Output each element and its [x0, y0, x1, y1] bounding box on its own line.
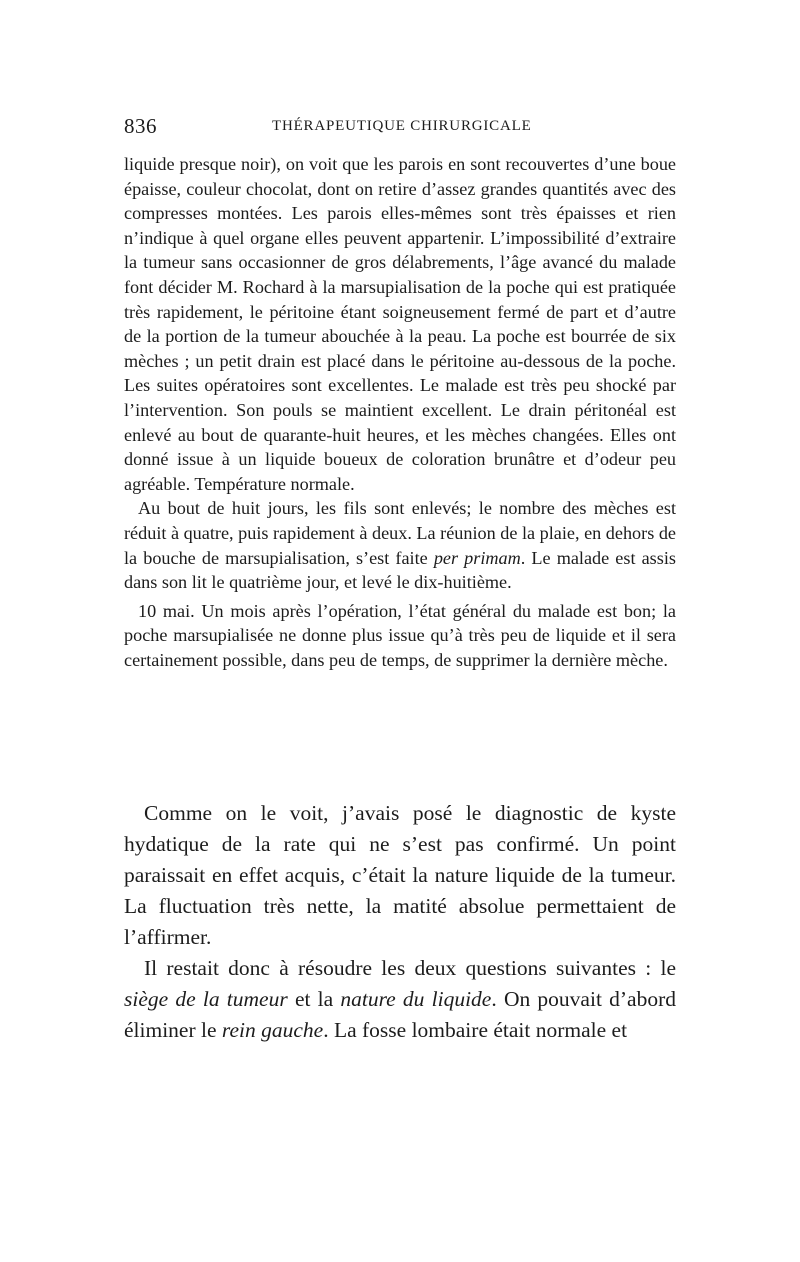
paragraph-follow-up — [124, 496, 676, 594]
text-segment: . On pouvait d’abord éliminer le — [124, 987, 676, 1042]
running-title: THÉRAPEUTIQUE CHIRURGICALE — [272, 118, 532, 134]
text-segment: Au bout de huit jours, les fils sont enlevés; le nombre des mèches est réduit à quatre, puis rapidement à deux. La réunion de la plaie, en dehors de la bouche de marsupialisation, s’est faite — [124, 498, 676, 568]
paragraph-operation: liquide presque noir), on voit que les parois en sont recouvertes d’une boue épaisse, couleur chocolat, dont on retire d’assez grandes quantités avec des compresses montées. Les parois elles-mêmes sont très épaisses et rien n’indique à quel organe elles peuvent appartenir. L’impossibilité d’extraire la tumeur sans occasionner de gros délabrements, l’âge avancé du malade font décider M. Rochard à la marsupialisation de la poche qui est pratiquée très rapidement, le péritoine étant soigneusement fermé de part et d’autre de la portion de la tumeur abouchée à la peau. La poche est bourrée de six mèches ; un petit drain est placé dans le péritoine au-dessous de la poche. Les suites opératoires sont excellentes. Le malade est très peu shocké par l’intervention. Son pouls se maintient excellent. Le drain péritonéal est enlevé au bout de quarante-huit heures, et les mèches changées. Elles ont donné issue à un liquide boueux de coloration brunâtre et d’odeur peu agréable. Température normale. — [124, 154, 676, 494]
italic-phrase: rein gauche — [221, 1018, 324, 1042]
paragraph-may-10: 10 mai. Un mois après l’opération, l’état général du malade est bon; la poche marsupialisée ne donne plus issue qu’à très peu de liquide et il sera certainement possible, dans peu de temps, de supprimer la dernière mèche. — [124, 600, 676, 670]
text-segment: et la — [287, 987, 341, 1011]
text-segment: Il restait donc à résoudre les deux questions suivantes : le — [144, 956, 676, 980]
page-header — [124, 114, 674, 140]
text-segment: . Le malade est assis dans son lit le quatrième jour, et levé le dix-huitième. — [124, 547, 676, 593]
discussion-text — [124, 798, 676, 1046]
clinical-report-text — [124, 152, 676, 672]
paragraph-diagnosis: Comme on le voit, j’avais posé le diagnostic de kyste hydatique de la rate qui ne s’est pas confirmé. Un point paraissait en effet acquis, c’était la nature liquide de la tumeur. La fluctuation très nette, la matité absolue permettaient de l’affirmer. — [124, 801, 676, 949]
text-segment: . La fosse lombaire était normale et — [323, 1018, 628, 1042]
page-number: 836 — [124, 114, 157, 138]
paragraph-questions — [124, 953, 676, 1046]
italic-phrase: nature du liquide — [340, 987, 492, 1011]
italic-phrase: per primam — [433, 547, 521, 568]
italic-phrase: siège de la tumeur — [124, 987, 288, 1011]
